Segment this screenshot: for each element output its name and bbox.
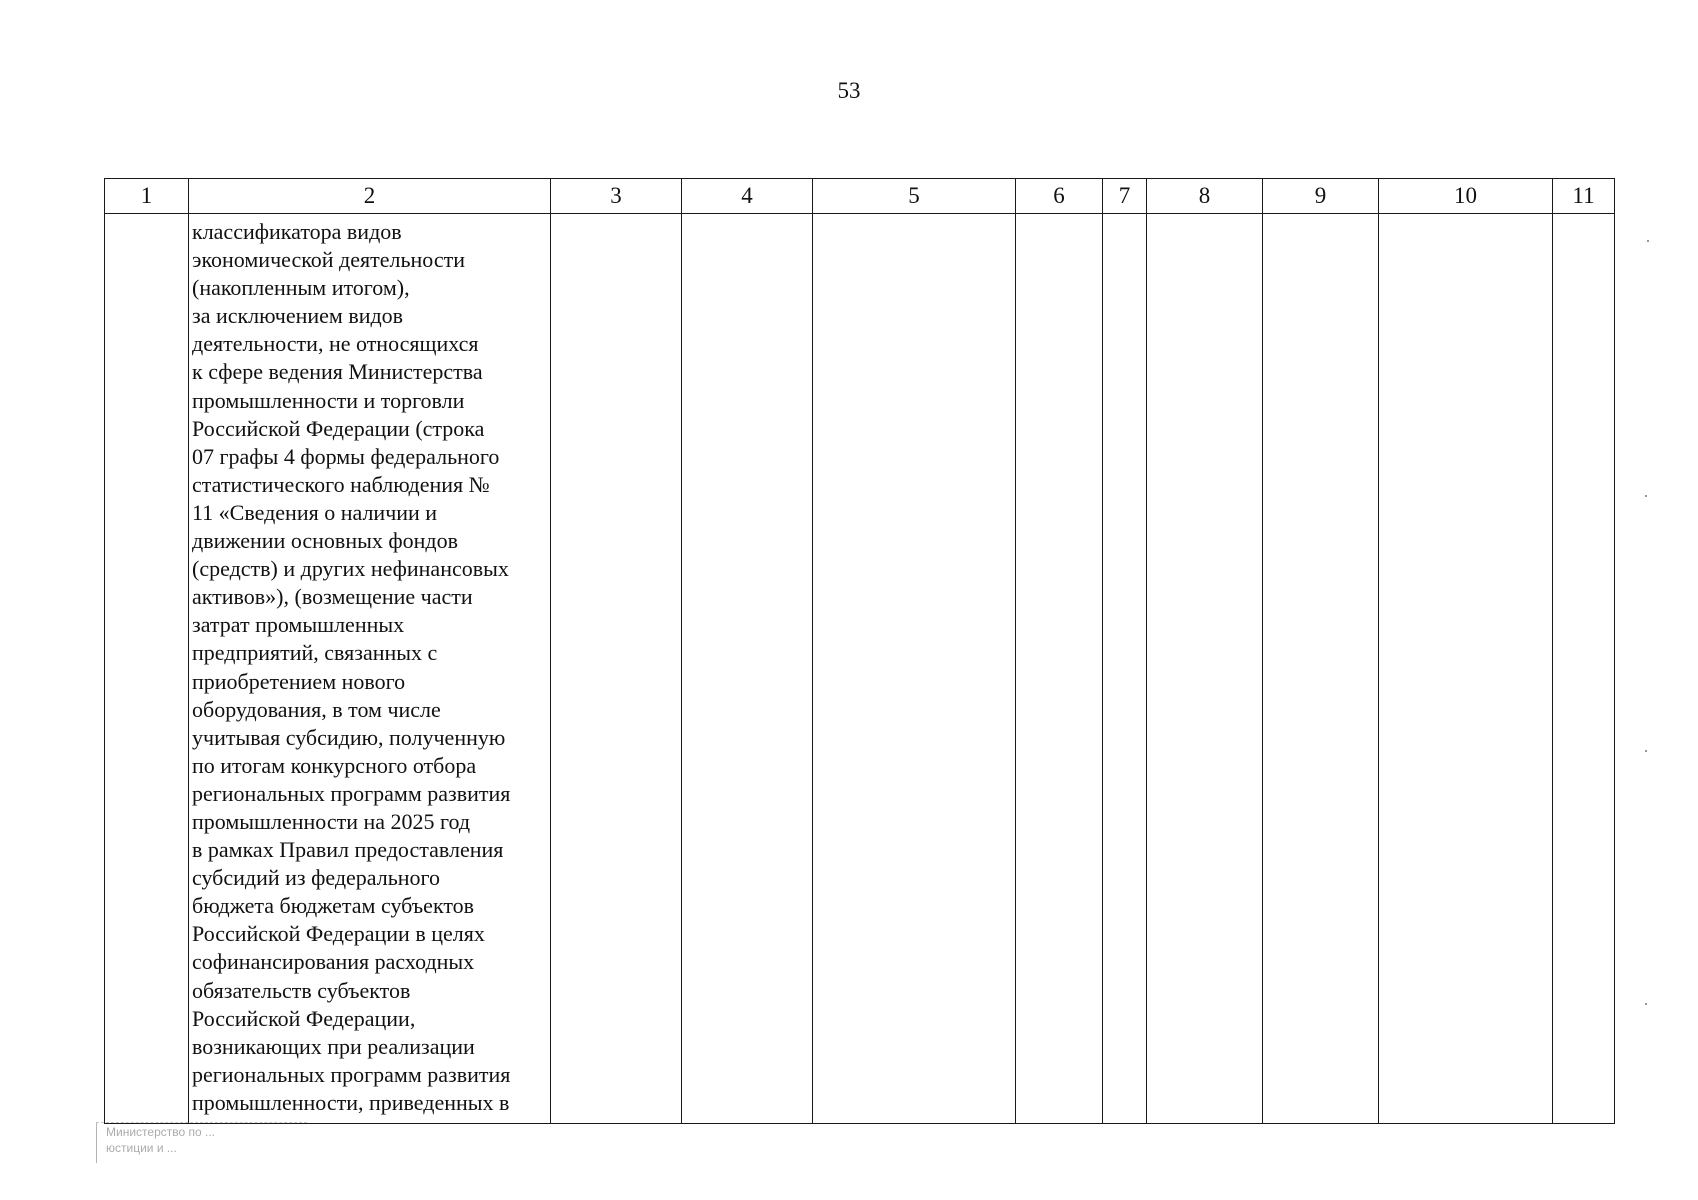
column-header-3: 3 [551, 179, 682, 214]
cell-col-1 [105, 214, 189, 1124]
column-header-1: 1 [105, 179, 189, 214]
stamp-line-1: Министерство по ... [106, 1125, 215, 1139]
registration-stamp [96, 1120, 316, 1176]
column-header-10: 10 [1379, 179, 1553, 214]
page-number: 53 [837, 78, 861, 103]
cell-col-3 [551, 214, 682, 1124]
column-header-8: 8 [1147, 179, 1263, 214]
cell-col-2 [189, 214, 551, 1124]
margin-dot [1645, 750, 1647, 752]
column-header-5: 5 [813, 179, 1016, 214]
stamp-line-2: юстиции и ... [106, 1141, 177, 1155]
column-header-7: 7 [1103, 179, 1147, 214]
cell-col-11 [1553, 214, 1615, 1124]
margin-dot [1645, 1003, 1647, 1005]
cell-col-9 [1263, 214, 1379, 1124]
data-table [104, 178, 1615, 1124]
table-row [105, 214, 1615, 1124]
stamp-text [106, 1124, 215, 1156]
cell-col-10 [1379, 214, 1553, 1124]
column-header-4: 4 [682, 179, 813, 214]
column-header-9: 9 [1263, 179, 1379, 214]
cell-col-5 [813, 214, 1016, 1124]
column-header-2: 2 [189, 179, 551, 214]
header-row [105, 179, 1615, 214]
cell-col-4 [682, 214, 813, 1124]
cell-col-8 [1147, 214, 1263, 1124]
cell-col-7 [1103, 214, 1147, 1124]
column-header-11: 11 [1553, 179, 1615, 214]
margin-dot [1647, 240, 1649, 242]
indicator-description: классификатора видов экономической деятельности (накопленным итогом), за исключением видов деятельности, не относящихся к сфере ведения Министерства промышленности и торговли Российской Федерации (строка 07 графы 4 формы федерального статистического наблюдения № 11 «Сведения о наличии и движении основных фондов (средств) и других нефинансовых активов»), (возмещение части затрат промышленных предприятий, связанных с приобретением нового оборудования, в том числе учитывая субсидию, полученную по итогам конкурсного отбора региональных программ развития промышленности на 2025 год в рамках Правил предоставления субсидий из федерального бюджета бюджетам субъектов Российской Федерации в целях софинансирования расходных обязательств субъектов Российской Федерации, возникающих при реализации региональных программ развития промышленности, приведенных в [192, 219, 511, 1115]
cell-col-6 [1016, 214, 1103, 1124]
column-header-6: 6 [1016, 179, 1103, 214]
margin-dot [1645, 495, 1647, 497]
